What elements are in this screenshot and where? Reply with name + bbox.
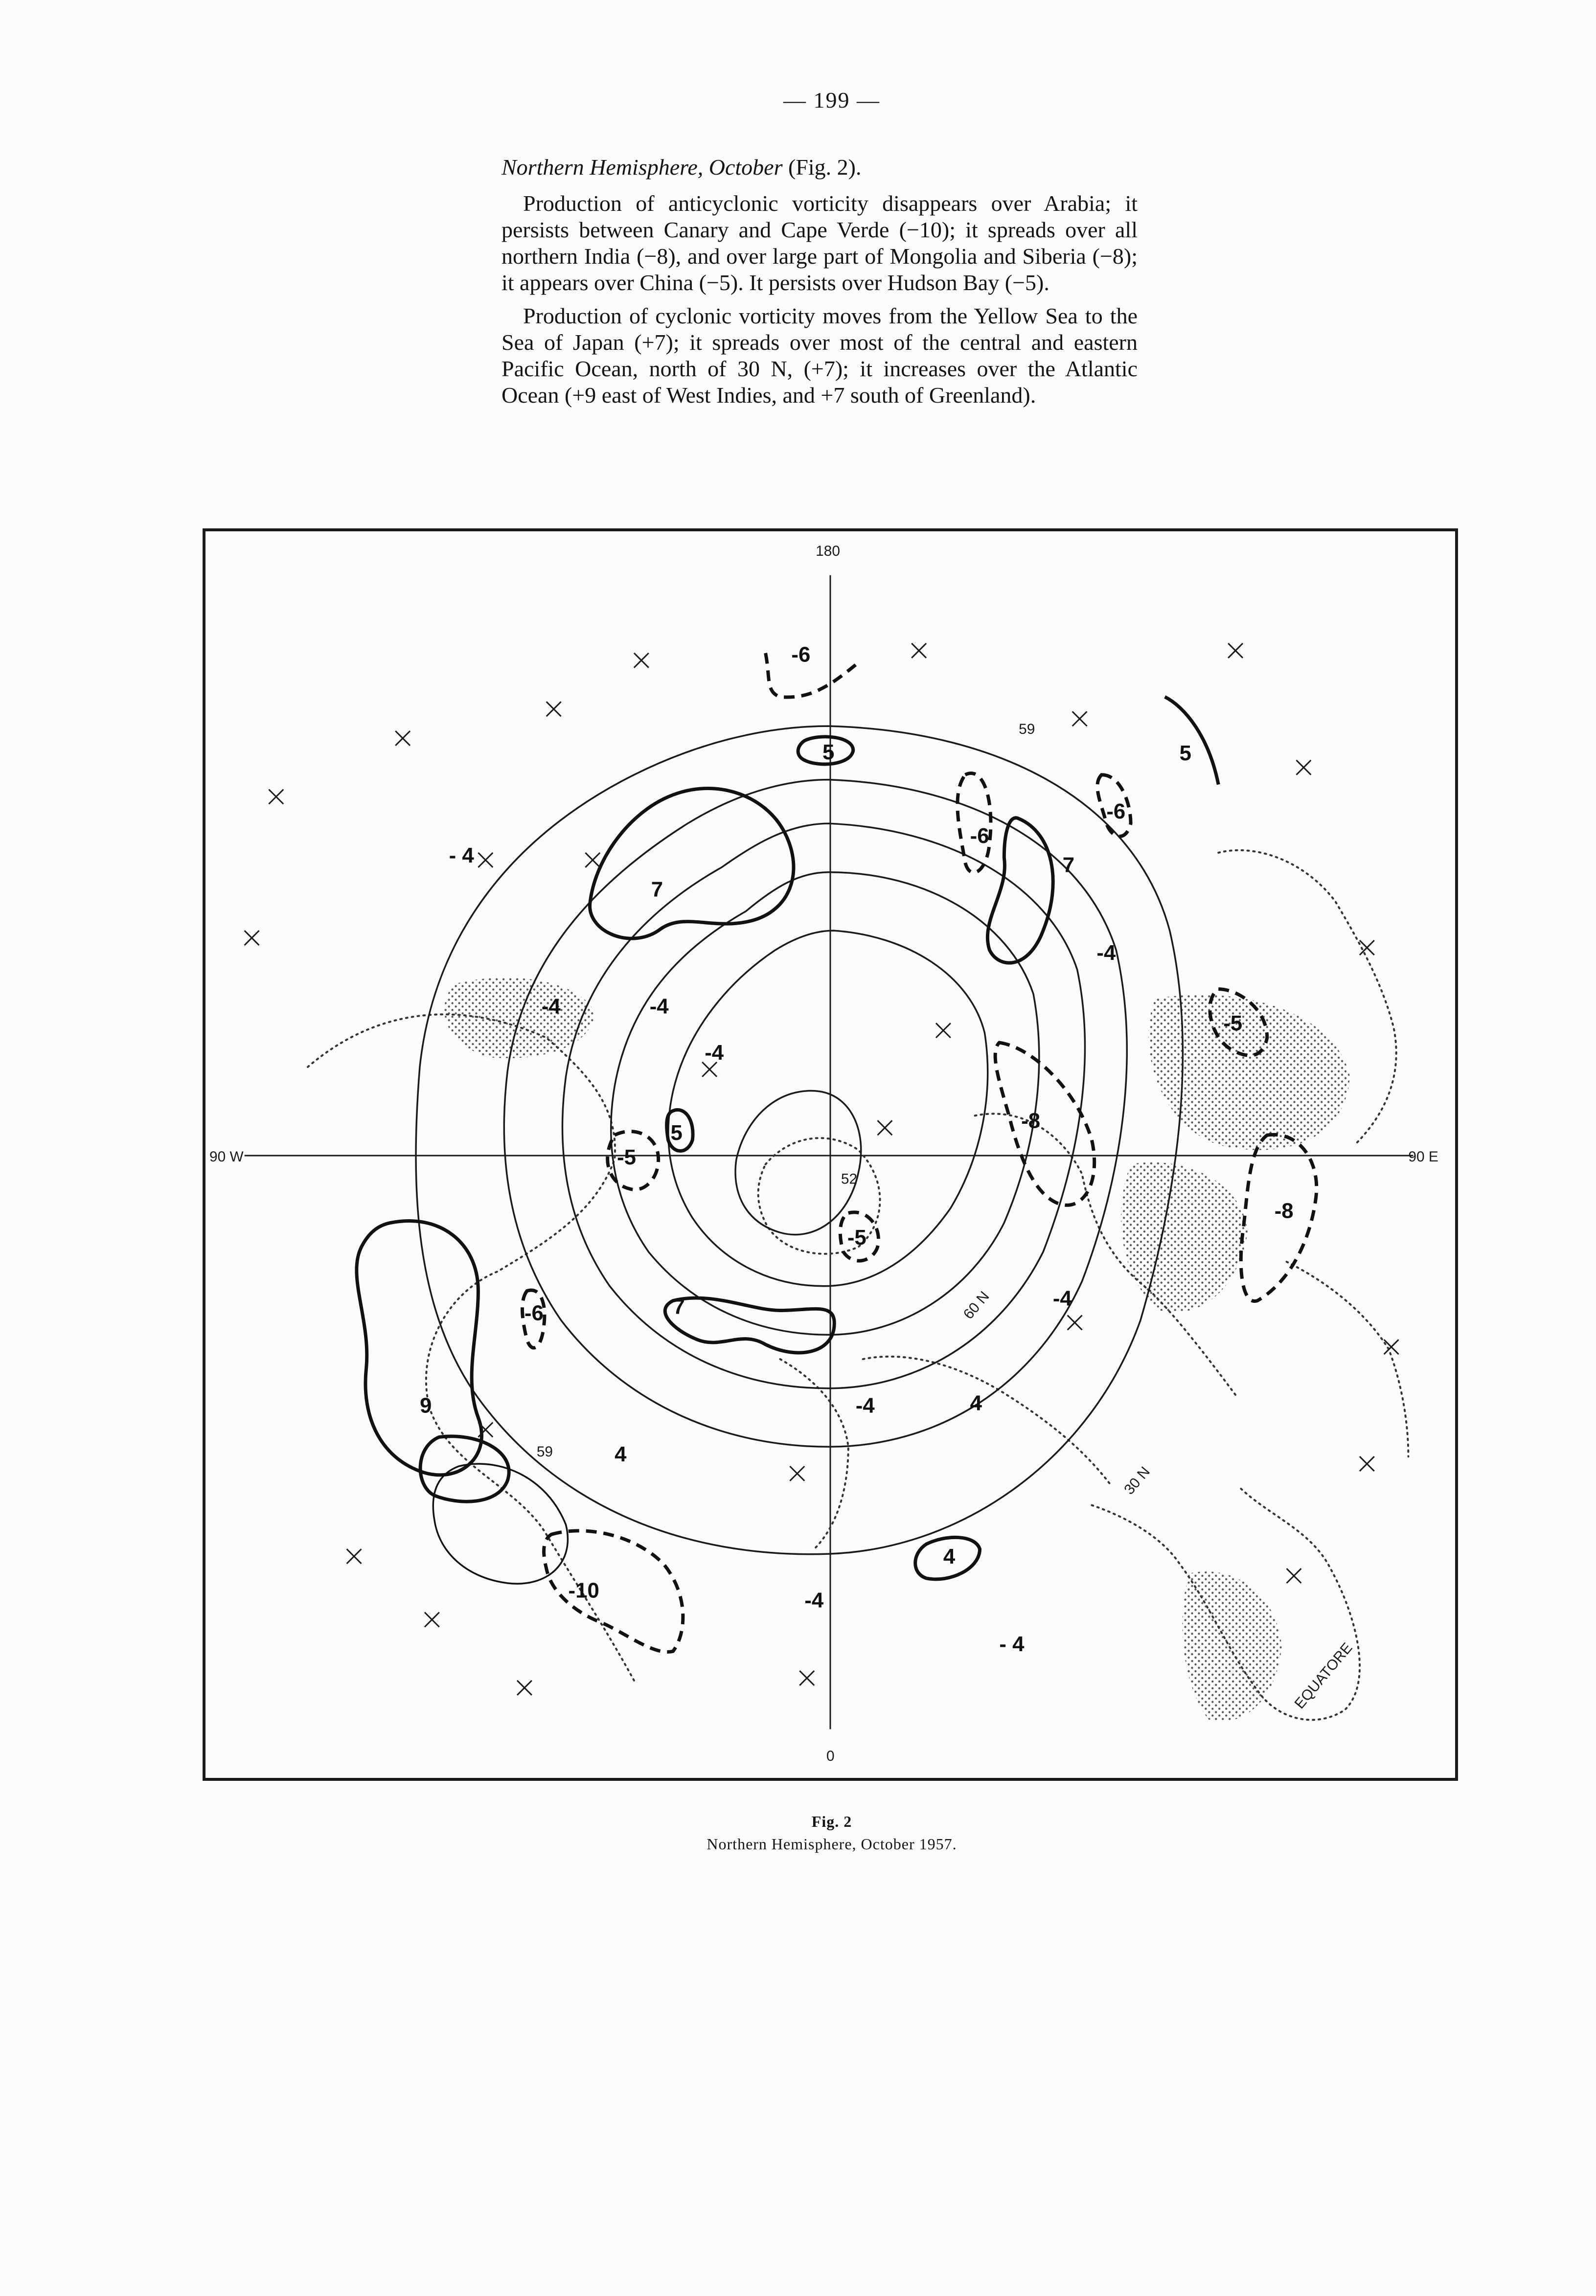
- label-equatore: EQUATORE: [1291, 1639, 1356, 1712]
- grid-marker: [395, 731, 410, 746]
- grid-marker: [425, 1613, 439, 1627]
- isoline-minus8-siberia: [995, 1043, 1094, 1205]
- stipple-region-india: [1121, 1162, 1248, 1313]
- grid-marker: [790, 1466, 804, 1481]
- grid-marker: [878, 1120, 892, 1135]
- grid-marker: [799, 1671, 814, 1685]
- label-180: 180: [816, 543, 840, 559]
- grid-marker: [1072, 711, 1087, 726]
- value-label: -4: [1052, 1286, 1072, 1311]
- value-label: 4: [943, 1545, 956, 1569]
- value-label: -5: [617, 1145, 636, 1169]
- text-block: [502, 154, 1138, 415]
- isoline-plus7-northwest: [590, 788, 794, 938]
- vorticity-map: [205, 531, 1455, 1778]
- value-label: -6: [970, 824, 989, 848]
- grid-marker: [1297, 760, 1311, 775]
- value-label: 7: [1062, 853, 1075, 877]
- page-number: — 199 —: [783, 88, 880, 113]
- grid-marker: [478, 853, 493, 867]
- isoline-plus7-pacific: [987, 818, 1053, 963]
- value-label: 7: [673, 1295, 685, 1319]
- value-label: -4: [1096, 940, 1116, 965]
- value-label: -4: [705, 1040, 724, 1065]
- isoline-minus6-top: [766, 653, 858, 697]
- section-heading-figure-ref: (Fig. 2).: [788, 155, 862, 180]
- isoline-plus5-right: [1165, 697, 1218, 784]
- value-label: 4: [615, 1442, 627, 1467]
- grid-marker: [245, 931, 259, 945]
- grid-marker: [269, 790, 283, 804]
- grid-marker: [634, 653, 649, 668]
- coastline-far-east: [1287, 1262, 1409, 1456]
- label-59-left: 59: [536, 1444, 553, 1460]
- isoline-minus6-pacific: [958, 773, 991, 873]
- label-pole-value: 52: [841, 1171, 858, 1187]
- grid-marker: [1287, 1569, 1301, 1583]
- isoline-thin-atlantic: [433, 1464, 568, 1584]
- value-label: 9: [419, 1393, 432, 1418]
- label-59-top: 59: [1019, 721, 1035, 738]
- grid-marker: [1384, 1340, 1399, 1354]
- value-label: -4: [855, 1393, 875, 1418]
- label-30n: 30 N: [1121, 1463, 1153, 1498]
- grid-marker: [347, 1549, 362, 1564]
- stippled-regions: [444, 978, 1350, 1721]
- grid-marker: [1228, 643, 1243, 658]
- contour-4: [611, 872, 1039, 1335]
- value-label: 5: [1179, 741, 1191, 765]
- value-label: -6: [524, 1301, 544, 1325]
- label-90w: 90 W: [209, 1148, 244, 1165]
- contour-5: [668, 931, 988, 1286]
- value-label: - 4: [449, 843, 474, 867]
- value-label: 5: [822, 740, 835, 764]
- value-label: 7: [651, 877, 663, 902]
- section-heading: [502, 154, 1138, 181]
- contour-outer: [416, 726, 1183, 1554]
- value-label: -10: [568, 1578, 599, 1603]
- value-label: -6: [791, 642, 811, 667]
- grid-marker: [1068, 1315, 1082, 1330]
- negative-isolines: [522, 653, 1316, 1652]
- value-label: 4: [970, 1391, 982, 1415]
- height-contours: [416, 726, 1183, 1554]
- value-label: -4: [804, 1588, 824, 1613]
- figure-caption: [538, 1810, 1125, 1855]
- grid-marker: [1360, 1456, 1374, 1471]
- grid-marker: [936, 1023, 951, 1038]
- value-label: -4: [649, 994, 669, 1019]
- figure-caption-text: Northern Hemisphere, October 1957.: [707, 1835, 957, 1853]
- grid-marker: [517, 1681, 532, 1695]
- label-60n: 60 N: [960, 1288, 993, 1322]
- value-label: -6: [1106, 799, 1126, 824]
- polar-stereographic-map-figure: [203, 528, 1458, 1781]
- value-label: -5: [1223, 1011, 1243, 1036]
- stipple-region-africa: [1183, 1571, 1282, 1721]
- value-label: -4: [541, 994, 561, 1019]
- isoline-minus10-canary: [544, 1531, 683, 1652]
- coastline-europe: [863, 1357, 1112, 1486]
- section-heading-title: Northern Hemisphere, October: [502, 155, 783, 180]
- paragraph-anticyclonic: Production of anticyclonic vorticity disappears over Arabia; it persists between Canary and Cape Verde (−10); it spreads over all northern India (−8), and over large part of Mongolia and Siberia (−8); it appears over China (−5). It persists over Hudson Bay (−5).: [502, 191, 1138, 295]
- figure-label: Fig. 2: [811, 1813, 852, 1830]
- value-label: -8: [1274, 1199, 1294, 1223]
- value-label: -8: [1021, 1109, 1041, 1133]
- grid-marker: [912, 643, 926, 658]
- label-90e: 90 E: [1408, 1148, 1438, 1165]
- isoline-plus7-greenland: [665, 1298, 834, 1353]
- grid-marker: [547, 702, 561, 716]
- paragraph-cyclonic: Production of cyclonic vorticity moves from the Yellow Sea to the Sea of Japan (+7); it spreads over most of the central and eastern Pacific Ocean, north of 30 N, (+7); it increases over the Atlantic Ocean (+9 east of West Indies, and +7 south of Greenland).: [502, 303, 1138, 408]
- label-0: 0: [826, 1748, 835, 1765]
- value-label: - 4: [999, 1632, 1025, 1657]
- value-label: 5: [670, 1121, 683, 1145]
- grid-cross-markers: [245, 643, 1399, 1695]
- grid-marker: [585, 853, 600, 867]
- contour-inner: [735, 1091, 861, 1235]
- value-label: -5: [847, 1226, 866, 1250]
